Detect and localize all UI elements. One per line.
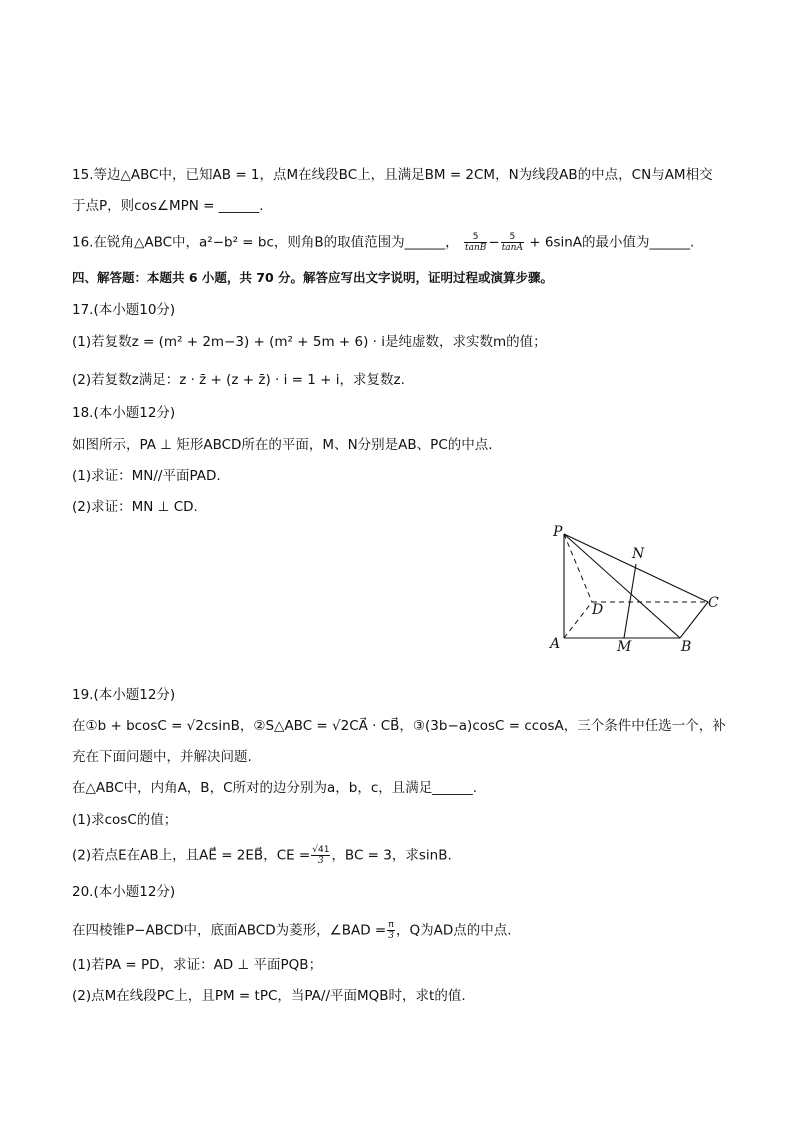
q18-pyramid-figure (540, 518, 730, 658)
q16-frac1-den: tanB (464, 243, 487, 253)
q18-part1: (1)求证：MN//平面PAD. (72, 468, 221, 484)
q16-frac2-den: tanA (501, 243, 523, 253)
segment-mn (624, 564, 636, 638)
label-c: C (708, 595, 719, 611)
q16-frac2-num: 5 (501, 232, 524, 243)
q20-part1: (1)若PA = PD，求证：AD ⊥ 平面PQB； (72, 957, 323, 973)
q20-stem-b: ，Q为AD点的中点. (395, 922, 512, 939)
q19-frac-den: 3 (317, 856, 324, 866)
label-d: D (592, 602, 604, 618)
q15-line1: 15.等边△ABC中，已知AB = 1，点M在线段BC上，且满足BM = 2CM，N为线段AB的中点，CN与AM相交 (72, 167, 713, 183)
q16-minus: − (488, 234, 500, 251)
q20-fraction (387, 920, 395, 941)
q19-part2-a: (2)若点E在AB上，且AE⃗ = 2EB⃗，CE = (72, 847, 311, 864)
q19-line2: 充在下面问题中，并解决问题. (72, 749, 252, 765)
q20-frac-num: π (388, 920, 394, 930)
q19-frac-num: √41 (312, 845, 330, 855)
q17-part1: (1)若复数z = (m² + 2m−3) + (m² + 5m + 6) · i是纯虚数，求实数m的值； (72, 334, 547, 350)
label-m: M (617, 639, 632, 655)
q19-part1: (1)求cosC的值； (72, 812, 178, 828)
edge-pd-hidden (564, 534, 592, 602)
q19-line3: 在△ABC中，内角A，B，C所对的边分别为a，b，c，且满足______. (72, 780, 478, 796)
q16-line (72, 232, 694, 253)
label-b: B (681, 639, 692, 655)
label-a: A (550, 636, 561, 652)
q16-part2: + 6sinA的最小值为______. (529, 234, 695, 251)
section-heading: 四、解答题：本题共 6 小题，共 70 分。解答应写出文字说明，证明过程或演算步骤。 (72, 270, 554, 285)
q16-part1: 16.在锐角△ABC中，a²−b² = bc，则角B的取值范围为______， (72, 234, 459, 251)
q19-part2 (72, 845, 452, 866)
q20-frac-den: 3 (388, 931, 394, 941)
q20-stem-a: 在四棱锥P−ABCD中，底面ABCD为菱形，∠BAD = (72, 922, 387, 939)
q15-line2: 于点P，则cos∠MPN = ______. (72, 198, 264, 214)
q19-line1: 在①b + bcosC = √2csinB，②S△ABC = √2CA⃗ · CB⃗，③(3b−a)cosC = ccosA，三个条件中任选一个，补 (72, 718, 726, 734)
q16-fraction-2 (501, 232, 524, 253)
q16-frac1-num: 5 (464, 232, 487, 243)
q18-stem: 如图所示，PA ⊥ 矩形ABCD所在的平面，M、N分别是AB、PC的中点. (72, 437, 493, 453)
edge-pb (564, 534, 680, 638)
q19-title: 19.(本小题12分) (72, 687, 176, 703)
edge-pc (564, 534, 708, 602)
q20-title: 20.(本小题12分) (72, 884, 176, 900)
label-n: N (632, 546, 645, 562)
q19-fraction (311, 845, 330, 866)
q18-part2: (2)求证：MN ⊥ CD. (72, 499, 198, 515)
edge-bc (680, 602, 708, 638)
q20-part2: (2)点M在线段PC上，且PM = tPC，当PA//平面MQB时，求t的值. (72, 988, 466, 1004)
q17-title: 17.(本小题10分) (72, 302, 176, 318)
label-p: P (553, 524, 563, 540)
q20-stem (72, 920, 512, 941)
edge-ad-hidden (564, 602, 592, 638)
q19-part2-b: ，BC = 3，求sinB. (331, 847, 452, 864)
q16-fraction-1 (464, 232, 487, 253)
q17-part2: (2)若复数z满足：z · z̄ + (z + z̄) · i = 1 + i，求复数z. (72, 372, 405, 388)
q18-title: 18.(本小题12分) (72, 405, 176, 421)
